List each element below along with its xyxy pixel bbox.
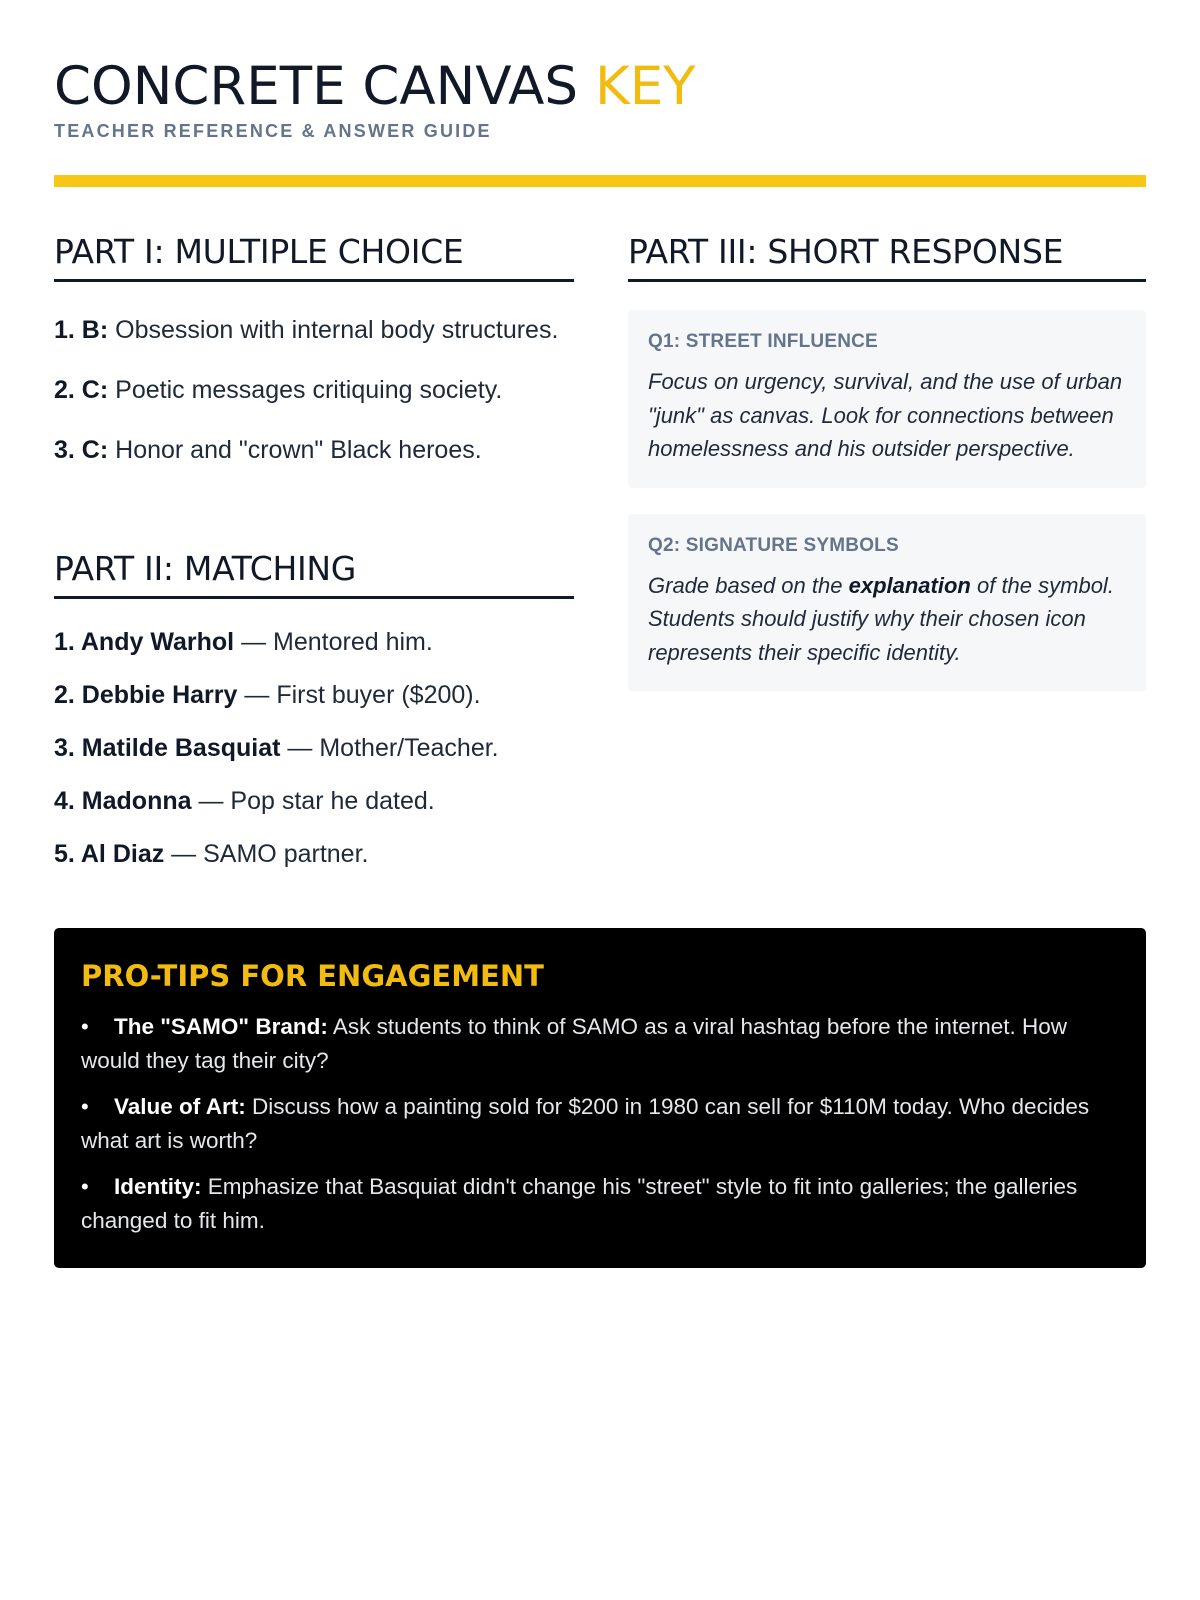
match-answer-2 xyxy=(54,678,574,712)
match-sep: — xyxy=(171,840,197,868)
mc-answer-1 xyxy=(54,310,574,350)
response-card-q2 xyxy=(628,514,1146,692)
right-column xyxy=(628,230,1146,691)
tip-lead: The "SAMO" Brand: xyxy=(114,1014,328,1039)
mc-answer-text: Obsession with internal body structures. xyxy=(115,316,559,344)
match-answer-3 xyxy=(54,731,574,765)
mc-answer-key: 2. C: xyxy=(54,376,109,404)
page-subtitle: TEACHER REFERENCE & ANSWER GUIDE xyxy=(54,121,492,141)
tip-lead: Identity: xyxy=(114,1174,202,1199)
title-accent: KEY xyxy=(594,56,696,117)
match-sep: — xyxy=(244,681,270,709)
mc-answer-text: Honor and "crown" Black heroes. xyxy=(115,436,482,464)
mc-answer-text: Poetic messages critiquing society. xyxy=(115,376,503,404)
title-main: CONCRETE CANVAS xyxy=(54,56,579,117)
mc-answer-key: 1. B: xyxy=(54,316,109,344)
match-answer-1 xyxy=(54,625,574,659)
match-desc: SAMO partner. xyxy=(203,840,369,868)
tip-item xyxy=(81,1010,1118,1078)
tip-item xyxy=(81,1170,1118,1238)
part-one-heading: PART I: MULTIPLE CHOICE xyxy=(54,230,574,282)
answer-key-page xyxy=(54,0,1146,1600)
match-desc: Pop star he dated. xyxy=(230,787,435,815)
matching-list xyxy=(54,625,574,871)
match-name: 3. Matilde Basquiat xyxy=(54,734,281,762)
response-label: Q2: SIGNATURE SYMBOLS xyxy=(648,534,899,556)
match-name: 4. Madonna xyxy=(54,787,192,815)
response-text-after: of the symbol. Students should justify why their chosen icon represents their specific identity. xyxy=(648,572,1114,665)
match-name: 1. Andy Warhol xyxy=(54,628,235,656)
response-card-q1 xyxy=(628,310,1146,488)
match-sep: — xyxy=(241,628,267,656)
left-column xyxy=(54,230,574,868)
response-text xyxy=(648,569,1126,670)
part-two xyxy=(54,547,574,890)
pro-tips-panel xyxy=(54,928,1146,1268)
tip-text: Discuss how a painting sold for $200 in 1980 can sell for $110M today. Who decides what art is worth? xyxy=(81,1094,1090,1153)
page-header xyxy=(54,55,1146,143)
part-one xyxy=(54,230,574,470)
tip-lead: Value of Art: xyxy=(114,1094,246,1119)
tip-text: Emphasize that Basquiat didn't change his "street" style to fit into galleries; the galleries changed to fit him. xyxy=(81,1174,1078,1233)
match-desc: Mother/Teacher. xyxy=(319,734,499,762)
match-answer-5 xyxy=(54,837,574,871)
response-text-before: Grade based on the xyxy=(648,572,843,598)
response-text-emphasis: explanation xyxy=(848,572,971,598)
part-three-heading: PART III: SHORT RESPONSE xyxy=(628,230,1146,282)
part-two-heading: PART II: MATCHING xyxy=(54,547,574,599)
header-divider xyxy=(54,175,1146,187)
match-sep: — xyxy=(198,787,224,815)
match-name: 2. Debbie Harry xyxy=(54,681,238,709)
short-response-list xyxy=(628,310,1146,691)
tip-item xyxy=(81,1090,1118,1158)
match-desc: First buyer ($200). xyxy=(276,681,481,709)
match-sep: — xyxy=(287,734,313,762)
mc-answer-key: 3. C: xyxy=(54,436,109,464)
match-name: 5. Al Diaz xyxy=(54,840,165,868)
mc-answer-3 xyxy=(54,430,574,470)
tip-text: Ask students to think of SAMO as a viral hashtag before the internet. How would they tag their city? xyxy=(81,1014,1067,1073)
response-label: Q1: STREET INFLUENCE xyxy=(648,331,878,352)
page-title xyxy=(54,55,1146,119)
pro-tips-list xyxy=(81,1010,1118,1238)
response-text: Focus on urgency, survival, and the use of urban "junk" as canvas. Look for connections between homelessness and his outsider perspective. xyxy=(648,369,1123,461)
match-answer-4 xyxy=(54,784,574,818)
multiple-choice-list xyxy=(54,310,574,470)
match-desc: Mentored him. xyxy=(273,628,433,656)
mc-answer-2 xyxy=(54,370,574,410)
pro-tips-heading: PRO-TIPS FOR ENGAGEMENT xyxy=(81,959,544,993)
